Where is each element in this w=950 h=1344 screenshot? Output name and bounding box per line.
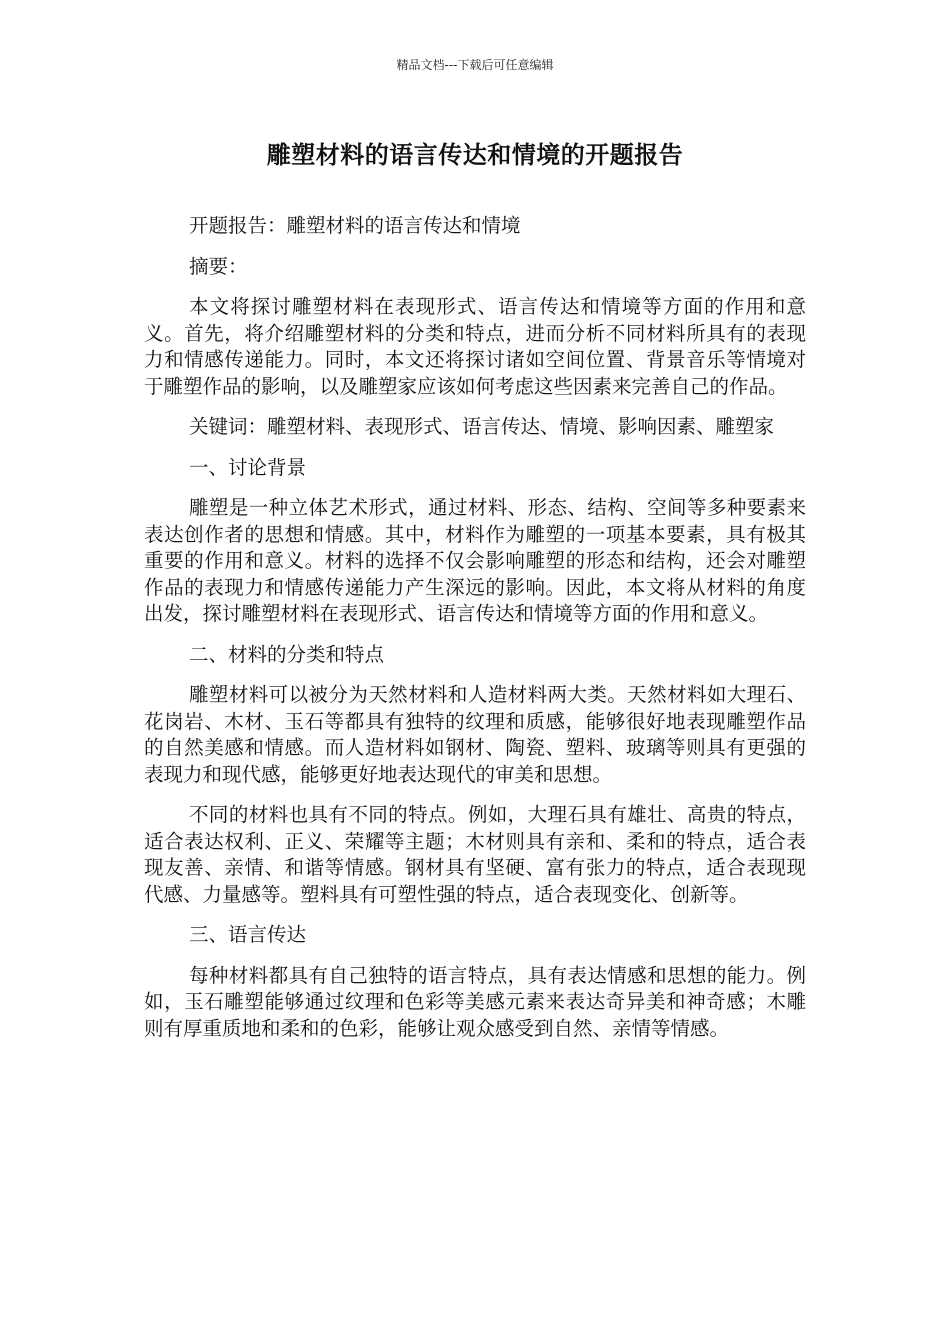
section-heading-language: 三、语言传达 <box>189 923 307 946</box>
document-title: 雕塑材料的语言传达和情境的开题报告 <box>266 141 684 169</box>
paragraph-subtitle: 开题报告：雕塑材料的语言传达和情境 <box>189 214 521 237</box>
paragraph-keywords: 关键词：雕塑材料、表现形式、语言传达、情境、影响因素、雕塑家 <box>189 415 775 438</box>
document-body <box>144 213 806 1056</box>
paragraph-classification: 雕塑材料可以被分为天然材料和人造材料两大类。天然材料如大理石、花岗岩、木材、玉石等都具有独特的纹理和质感，能够很好地表现雕塑作品的自然美感和情感。而人造材料如钢材、陶瓷、塑料、玻璃等则具有更强的表现力和现代感，能够更好地表达现代的审美和思想。 <box>144 683 806 786</box>
page-header: 精品文档---下载后可任意编辑 <box>396 58 554 72</box>
section-heading-background: 一、讨论背景 <box>189 455 307 479</box>
paragraph-abstract-heading: 摘要： <box>189 254 248 278</box>
paragraph-abstract: 本文将探讨雕塑材料在表现形式、语言传达和情境等方面的作用和意义。首先，将介绍雕塑材料的分类和特点，进而分析不同材料所具有的表现力和情感传递能力。同时，本文还将探讨诸如空间位置、背景音乐等情境对于雕塑作品的影响，以及雕塑家应该如何考虑这些因素来完善自己的作品。 <box>144 295 806 398</box>
paragraph-background: 雕塑是一种立体艺术形式，通过材料、形态、结构、空间等多种要素来表达创作者的思想和情感。其中，材料作为雕塑的一项基本要素，具有极其重要的作用和意义。材料的选择不仅会影响雕塑的形态和结构，还会对雕塑作品的表现力和情感传递能力产生深远的影响。因此，本文将从材料的角度出发，探讨雕塑材料在表现形式、语言传达和情境等方面的作用和意义。 <box>144 496 806 625</box>
section-heading-classification: 二、材料的分类和特点 <box>189 642 385 666</box>
paragraph-characteristics: 不同的材料也具有不同的特点。例如，大理石具有雄壮、高贵的特点，适合表达权利、正义、荣耀等主题；木材则具有亲和、柔和的特点，适合表现友善、亲情、和谐等情感。钢材具有坚硬、富有张力的特点，适合表现现代感、力量感等。塑料具有可塑性强的特点，适合表现变化、创新等。 <box>144 803 806 906</box>
paragraph-language: 每种材料都具有自己独特的语言特点，具有表达情感和思想的能力。例如，玉石雕塑能够通过纹理和色彩等美感元素来表达奇异美和神奇感；木雕则有厚重质地和柔和的色彩，能够让观众感受到自然、亲情等情感。 <box>144 963 806 1040</box>
